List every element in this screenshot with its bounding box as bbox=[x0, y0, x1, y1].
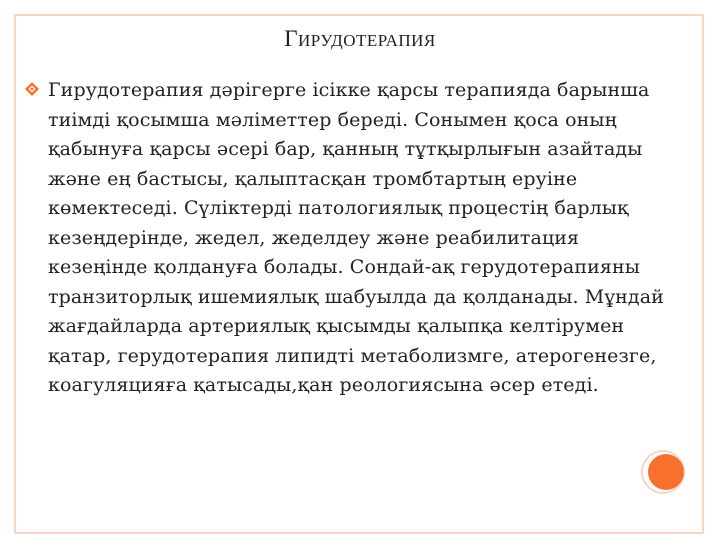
decorative-orange-circle bbox=[648, 454, 684, 490]
diamond-bullet-icon bbox=[24, 81, 40, 97]
slide-title bbox=[0, 26, 720, 52]
bullet-text: Гирудотерапия дәрігерге ісікке қарсы терапияда барынша тиімді қосымша мәліметтер береді. Сонымен қоса оның қабынуға қарсы әсері бар, қанның тұтқырлығын азайтады және ең бастысы, қалыптасқан тромбтартың еруіне көмектеседі. Сүліктерді патологиялық процестің барлық кезеңдерінде, жедел, жеделдеу және реабилитация кезеңінде қолдануға болады. Сондай-ақ герудотерапияны транзиторлық ишемиялық шабуылда да қолданады. Мұндай жағдайларда артериялық қысымды қалыпқа келтірумен қатар, герудотерапия липидті метаболизмге, атерогенезге, коагуляцияға қатысады,қан реологиясына әсер етеді. bbox=[48, 79, 664, 396]
bullet-item bbox=[24, 76, 664, 401]
title-rest: ИРУДОТЕРАПИЯ bbox=[298, 31, 436, 50]
title-first-letter: Г bbox=[284, 26, 299, 51]
